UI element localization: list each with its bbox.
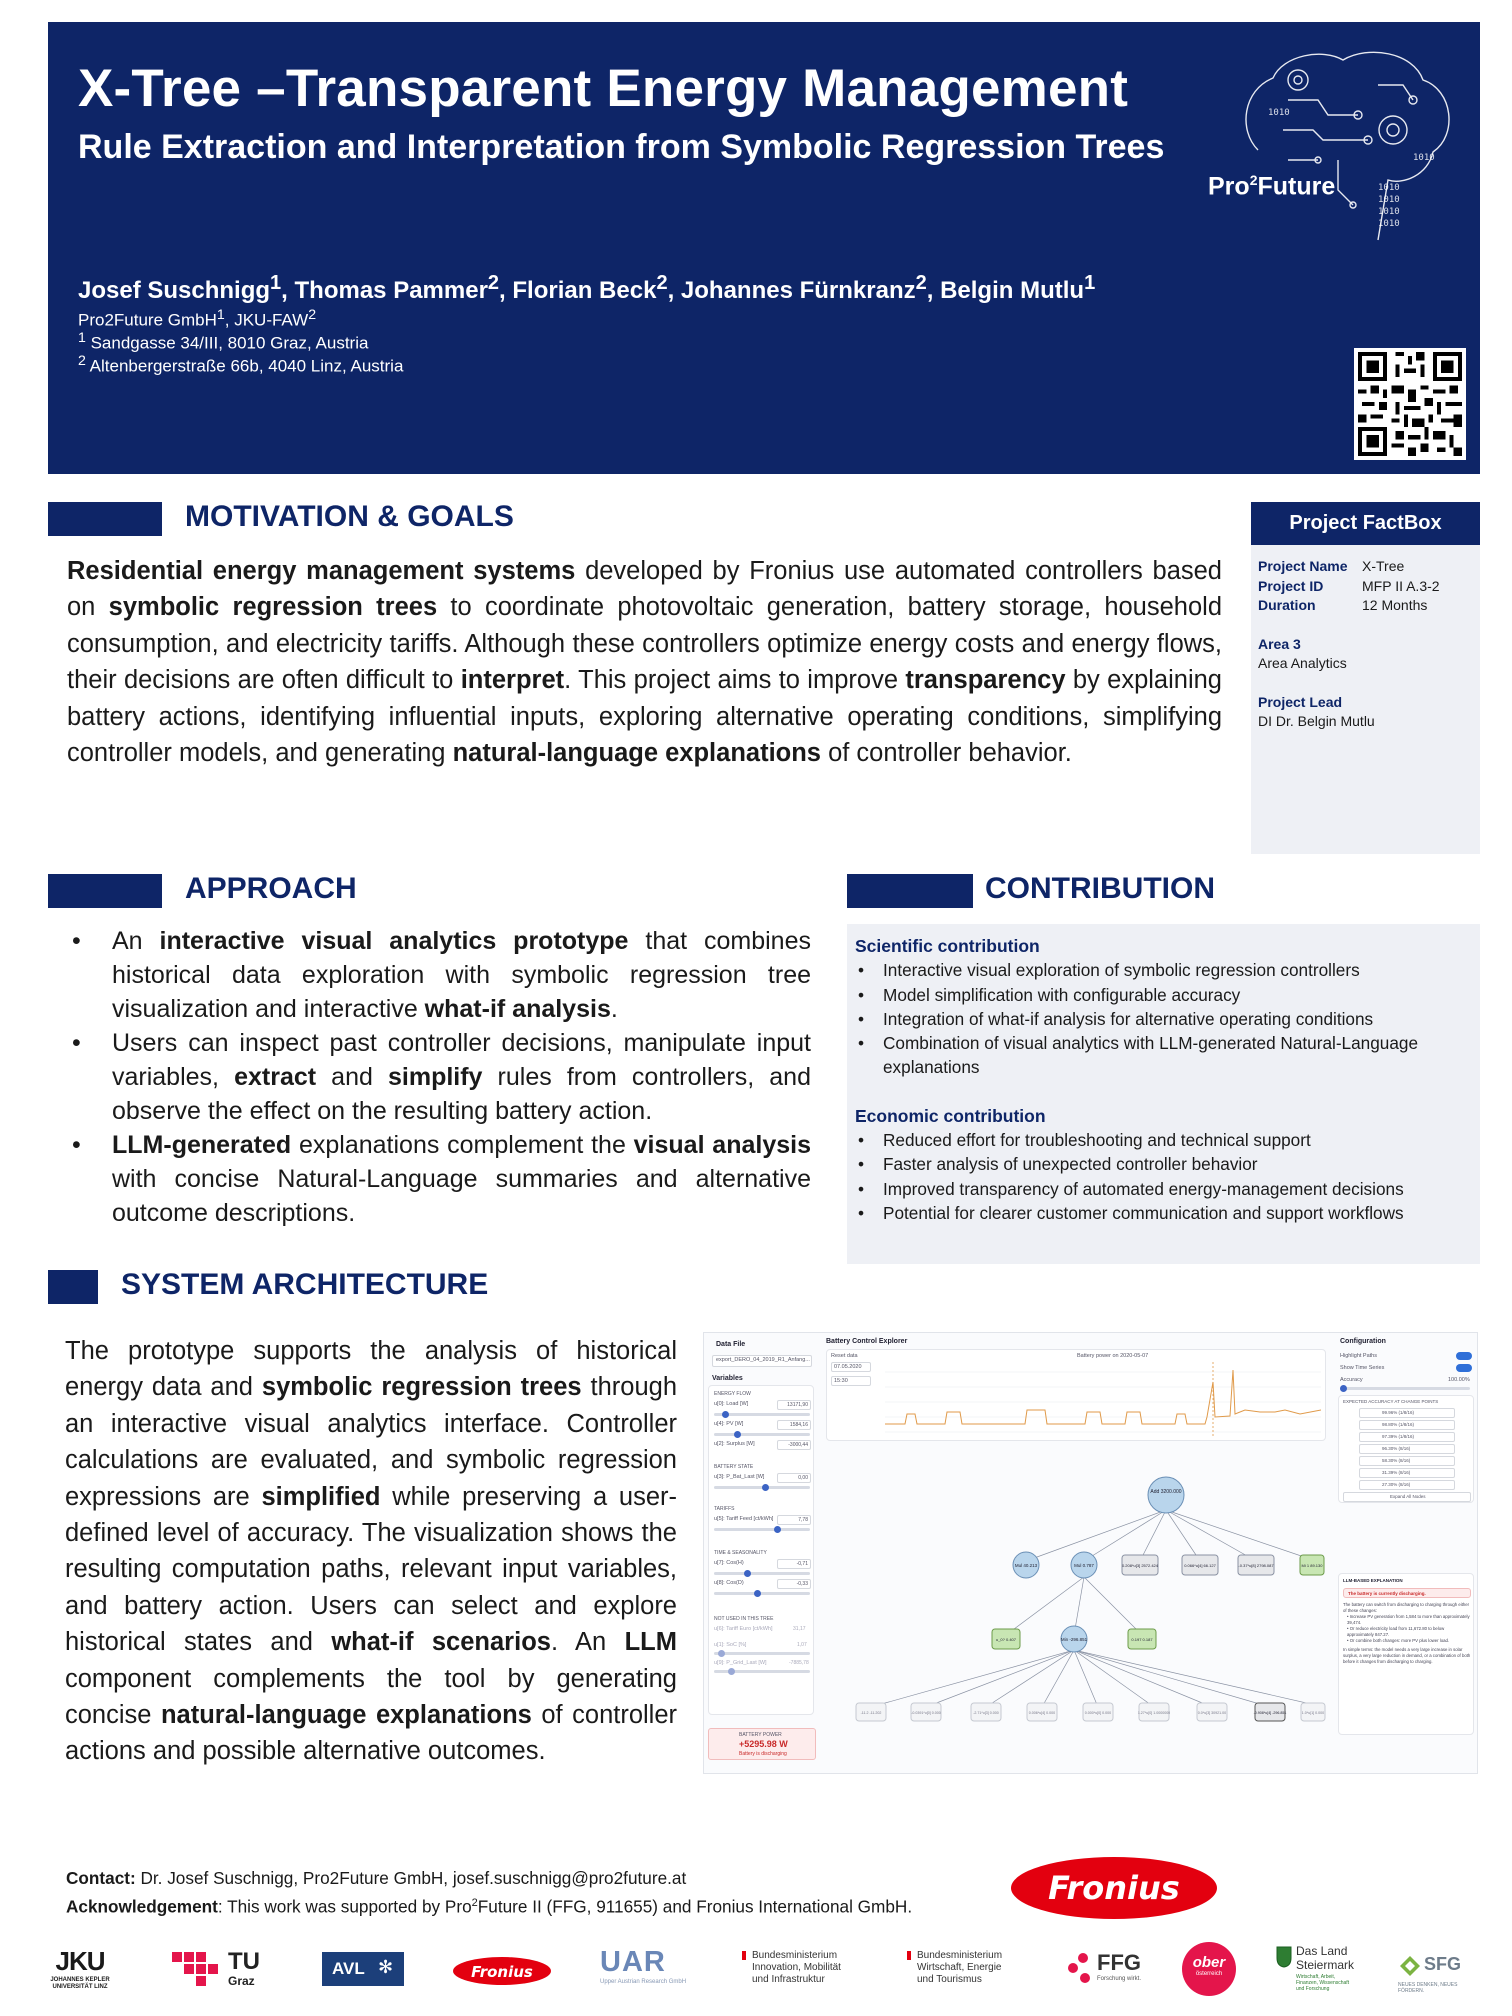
project-area: Area Analytics xyxy=(1258,655,1347,671)
svg-text:1010: 1010 xyxy=(1413,153,1435,163)
cos-h-input[interactable]: -0,71 xyxy=(777,1559,811,1569)
highlight-toggle[interactable] xyxy=(1456,1352,1472,1360)
qr-code[interactable] xyxy=(1354,348,1466,460)
battery-input[interactable]: 0,00 xyxy=(777,1473,811,1483)
svg-text:Fronius: Fronius xyxy=(471,1963,533,1981)
svg-text:Add 3200.000: Add 3200.000 xyxy=(1150,1489,1182,1495)
project-lead: DI Dr. Belgin Mutlu xyxy=(1258,713,1375,729)
section-bar xyxy=(48,502,162,536)
list-item: • Model simplification with configurable accuracy xyxy=(855,983,1472,1007)
svg-text:Mul 40.213: Mul 40.213 xyxy=(1014,1563,1038,1568)
oberoesterreich-logo: ober österreich xyxy=(1182,1942,1236,1996)
svg-text:u_0? 0.407: u_0? 0.407 xyxy=(995,1637,1017,1642)
battery-power-chart[interactable] xyxy=(885,1362,1321,1438)
svg-text:1.27*u[0] 1.0000000: 1.27*u[0] 1.0000000 xyxy=(1137,1711,1171,1715)
svg-text:1.0*u[1] 0.000: 1.0*u[1] 0.000 xyxy=(1301,1711,1325,1715)
tariff-slider[interactable] xyxy=(714,1528,810,1531)
list-item: • Potential for clearer customer communication and support workflows xyxy=(855,1201,1472,1225)
svg-text:1010: 1010 xyxy=(1378,183,1400,193)
svg-text:Fronius: Fronius xyxy=(1048,1869,1180,1907)
pro2future-logo: Pro$^2$Future xyxy=(1208,172,1336,201)
svg-text:-11.2 -11.202: -11.2 -11.202 xyxy=(860,1711,882,1715)
list-item: • Interactive visual exploration of symbolic regression controllers xyxy=(855,958,1472,982)
battery-power-card: BATTERY POWER +5295.98 W Battery is discharging xyxy=(708,1728,816,1760)
address-line-2: $^2$ Altenbergerstraße 66b, 4040 Linz, Austria xyxy=(78,353,404,376)
poster-title: X-Tree –Transparent Energy Management xyxy=(78,59,1129,118)
svg-text:-2.71*u[3] 0.000: -2.71*u[3] 0.000 xyxy=(973,1711,999,1715)
jku-logo: JKU JOHANNES KEPLER UNIVERSITÄT LINZ xyxy=(50,1946,110,1990)
list-item: • Reduced effort for troubleshooting and technical support xyxy=(855,1128,1472,1152)
list-item: • LLM-generated explanations complement the visual analysis with concise Natural-Language summaries and alternative outcome descriptions. xyxy=(66,1128,811,1230)
pv-slider[interactable] xyxy=(714,1433,810,1436)
approach-list xyxy=(66,924,811,1230)
cos-d-input[interactable]: -0,33 xyxy=(777,1579,811,1589)
uar-logo: UAR Upper Austrian Research GmbH xyxy=(600,1946,687,1985)
explorer-title: Battery Control Explorer xyxy=(826,1338,908,1345)
tu-graz-logo: TU Graz xyxy=(172,1948,282,1992)
svg-text:0.066*u[4] 66.127: 0.066*u[4] 66.127 xyxy=(1184,1563,1216,1568)
list-item: • Combination of visual analytics with LLM-generated Natural-Language explanations xyxy=(855,1031,1472,1080)
project-factbox: Project FactBox Project Name X-Tree Project ID MFP II A.3-2 Duration 12 Months Area 3 Area Analytics Project Lead DI Dr. Belgin Mutlu xyxy=(1251,502,1480,854)
bmwet-logo: Bundesministerium Wirtschaft, Energie und Tourismus xyxy=(907,1950,1027,1994)
svg-text:-0.37*u[8] 2798.087: -0.37*u[8] 2798.087 xyxy=(1238,1563,1274,1568)
timeseries-toggle[interactable] xyxy=(1456,1364,1472,1372)
symbolic-regression-tree[interactable] xyxy=(826,1445,1326,1773)
svg-text:1010: 1010 xyxy=(1378,219,1400,229)
project-name: X-Tree xyxy=(1362,558,1405,574)
svg-text:1010: 1010 xyxy=(1378,207,1400,217)
expand-all-button[interactable]: Expand All Nodes xyxy=(1343,1492,1471,1502)
svg-text:0.000*u[0] 0.000: 0.000*u[0] 0.000 xyxy=(1084,1711,1112,1715)
svg-text:0.006*u[4] 0.000: 0.006*u[4] 0.000 xyxy=(1028,1711,1056,1715)
scientific-heading: Scientific contribution xyxy=(855,936,1040,956)
section-bar xyxy=(847,874,973,908)
svg-text:0.208*u[3] 2572.424: 0.208*u[3] 2572.424 xyxy=(1121,1563,1159,1568)
ffg-logo: FFG Forschung wirkt. xyxy=(1063,1948,1153,1992)
list-item: • Faster analysis of unexpected controller behavior xyxy=(855,1152,1472,1176)
architecture-paragraph: The prototype supports the analysis of historical energy data and symbolic regression trees through an interactive visual analytics interface. Controller calculations are evaluated, and symbolic regression expressions are simplified while preserving a user-defined level of accuracy. The visualization shows the resulting computation paths, relevant input variables, and battery action. Users can select and explore historical states and what-if scenarios. An LLM component complements the tool by generating concise natural-language explanations of controller actions and possible alternative outcomes. xyxy=(65,1337,678,1766)
bmimi-logo: Bundesministerium Innovation, Mobilität und Infrastruktur xyxy=(742,1950,862,1994)
acknowledgement-line: Acknowledgement: This work was supported by Pro$^2$Future II (FFG, 911655) and Fronius International GmbH. xyxy=(66,1896,913,1917)
timeseries-panel: Reset data 07.05.2020 15:30 Battery power on 2020-05-07 xyxy=(826,1349,1326,1441)
file-select[interactable]: export_DERO_04_2019_R1_Anfang... xyxy=(712,1355,812,1367)
pv-input[interactable]: 1584,16 xyxy=(777,1420,811,1430)
list-item: • An interactive visual analytics prototype that combines historical data exploration with symbolic regression tree visualization and interactive what-if analysis. xyxy=(66,924,811,1026)
prototype-screenshot: Data File export_DERO_04_2019_R1_Anfang... Variables ENERGY FLOW u[0]: Load [W] 13171,90 u[4]: PV [W] 1584,16 u[2]: Surplus [W] -3000,44 BATTERY STATE u[3]: P_Bat_Last [W] 0,00 TARIFFS u[5]: Tariff Feed [ct/kWh] 7,78 TIME & SEASONALITY u[7]: Cos(H) -0,71 u[8]: Cos(D) -0,33 NOT USED IN THIS TREE u[6]: Tariff Euro [ct/kWh] 31,17 u[1]: SoC [%] 1,07 u[9]: P_Grid_Last [W] -7885,78 BATTERY POWER +5295.98 W Battery is discharging Battery Control Explorer Reset data 07.05.2020 15:30 Battery power on 2020-05-07 Add 3200.000 Mul 40.213 Mul 0.787 0.208*u[3] 2572.424 0.066*u[4] 66.127 -0.37*u[8] 2798.087 Mi 1 89.130 u_0? 0.407 Min -296.851 0.197 0.187 -11.2 -11.202 -0.0391*u[0] 0.000 -2.71*u[3] 0.000 0.006*u[4] 0.000 0.000*u[0] 0.000 1.27*u[0] 1.0000000 0.0*u[3] 30921.00 -0.908*u[4] -296.851 1.0*u[1] 0.000 Configuration Highlight Paths Show Time Series Accuracy 100.00% EXPECTED ACCURACY AT CHANGE POINTS 99.96% (1/8/16) 98.80% (1/8/16) 97.39% (1/8/16) 96.30% (8/16) 58.30% (8/16) 31.39% (8/16) 27.30% (8/16) Expand All Nodes LLM-BASED EXPLANATION The battery is currently discharging. The battery can switch from discharging to charging through either of these changes: • Increase PV generation from 1,584 to more than approximately 39,474. • Or reduce electricity load from 11,672.80 to below approximately 847.27. • Or combine both changes: more PV plus lower load. In simple terms: the model needs a very large increase in solar surplus, a very large reduction in demand, or a combination of both before it changes from discharging to charging. xyxy=(703,1332,1478,1774)
llm-explanation-panel: LLM-BASED EXPLANATION The battery is currently discharging. The battery can switch from discharging to charging through either of these changes: • Increase PV generation from 1,584 to more than approximately 39,474. • Or reduce electricity load from 11,672.80 to below approximately 847.27. • Or combine both changes: more PV plus lower load. In simple terms: the model needs a very large increase in solar surplus, a very large reduction in demand, or a combination of both before it changes from discharging to charging. xyxy=(1338,1573,1474,1735)
svg-text:1010: 1010 xyxy=(1268,108,1290,118)
svg-text:Mi 1 89.130: Mi 1 89.130 xyxy=(1301,1563,1323,1568)
economic-heading: Economic contribution xyxy=(855,1105,1046,1126)
svg-text:1010: 1010 xyxy=(1378,195,1400,205)
section-heading-contribution: CONTRIBUTION xyxy=(985,872,1215,905)
circuit-brain-icon xyxy=(1228,40,1468,250)
list-item: • Improved transparency of automated energy-management decisions xyxy=(855,1177,1472,1201)
variables-panel: Data File export_DERO_04_2019_R1_Anfang... Variables ENERGY FLOW u[0]: Load [W] 13171,90 u[4]: PV [W] 1584,16 u[2]: Surplus [W] -3000,44 BATTERY STATE u[3]: P_Bat_Last [W] 0,00 TARIFFS u[5]: Tariff Feed [ct/kWh] 7,78 TIME & SEASONALITY u[7]: Cos(H) -0,71 u[8]: Cos(D) -0,33 NOT USED IN THIS TREE u[6]: Tariff Euro [ct/kWh] 31,17 u[1]: SoC [%] 1,07 u[9]: P_Grid_Last [W] -7885,78 BATTERY POWER +5295.98 W Battery is discharging xyxy=(706,1335,818,1773)
svg-text:Min -296.851: Min -296.851 xyxy=(1060,1637,1088,1642)
time-input[interactable]: 15:30 xyxy=(831,1376,871,1386)
avl-logo: AVL ✻ xyxy=(322,1952,404,1986)
motivation-paragraph: Residential energy management systems developed by Fronius use automated controllers based on symbolic regression trees to coordinate photovoltaic generation, battery storage, household consumption, and electricity tariffs. Although these controllers optimize energy costs and energy flows, their decisions are often difficult to interpret. This project aims to improve transparency by explaining battery actions, identifying influential inputs, exploring alternative operating conditions, simplifying controller models, and generating natural-language explanations of controller behavior. xyxy=(67,557,1223,768)
cos-h-slider[interactable] xyxy=(714,1572,810,1575)
cos-d-slider[interactable] xyxy=(714,1592,810,1595)
svg-text:0.0*u[3] 30921.00: 0.0*u[3] 30921.00 xyxy=(1197,1711,1227,1715)
section-bar xyxy=(48,874,162,908)
section-heading-approach: APPROACH xyxy=(185,872,357,905)
accuracy-slider[interactable] xyxy=(1340,1387,1470,1390)
surplus-input[interactable]: -3000,44 xyxy=(777,1440,811,1450)
snowflake-icon: ✻ xyxy=(378,1957,394,1977)
date-input[interactable]: 07.05.2020 xyxy=(831,1362,871,1372)
svg-text:-0.908*u[4] -296.851: -0.908*u[4] -296.851 xyxy=(1253,1711,1287,1715)
sfg-logo: SFG NEUES DENKEN, NEUES FÖRDERN. xyxy=(1398,1954,1462,1994)
poster-subtitle: Rule Extraction and Interpretation from Symbolic Regression Trees xyxy=(78,128,1165,166)
section-heading-motivation: MOTIVATION & GOALS xyxy=(185,500,514,533)
load-input[interactable]: 13171,90 xyxy=(777,1400,811,1410)
svg-text:-0.0391*u[0] 0.000: -0.0391*u[0] 0.000 xyxy=(911,1711,941,1715)
steiermark-logo: Das Land Steiermark Wirtschaft, Arbeit, Finanzen, Wissenschaft und Forschung xyxy=(1276,1944,1358,1994)
config-title: Configuration xyxy=(1340,1338,1386,1345)
list-item: • Integration of what-if analysis for alternative operating conditions xyxy=(855,1007,1472,1031)
affiliation-line: Pro2Future GmbH$^1$, JKU-FAW$^2$ xyxy=(78,307,317,330)
svg-text:0.197 0.187: 0.197 0.187 xyxy=(1131,1637,1153,1642)
list-item: • Users can inspect past controller decisions, manipulate input variables, extract and simplify rules from controllers, and observe the effect on the resulting battery action. xyxy=(66,1026,811,1128)
project-id: MFP II A.3-2 xyxy=(1362,577,1440,594)
section-bar xyxy=(48,1270,98,1304)
author-list: Josef Suschnigg$^1$, Thomas Pammer$^2$, Florian Beck$^2$, Johannes Fürnkranz$^2$, Belgin Mutlu$^1$ xyxy=(78,272,1096,304)
project-duration: 12 Months xyxy=(1362,597,1428,613)
battery-slider[interactable] xyxy=(714,1486,810,1489)
contribution-box xyxy=(847,924,1480,1264)
root-node xyxy=(1148,1477,1184,1513)
address-line-1: $^1$ Sandgasse 34/III, 8010 Graz, Austria xyxy=(78,330,369,353)
fronius-small-logo xyxy=(452,1956,552,1986)
svg-text:Mul 0.787: Mul 0.787 xyxy=(1074,1563,1094,1568)
factbox-heading: Project FactBox xyxy=(1251,502,1480,545)
poster-header xyxy=(48,22,1480,474)
contact-line: Contact: Dr. Josef Suschnigg, Pro2Future GmbH, josef.suschnigg@pro2future.at xyxy=(66,1868,687,1888)
section-heading-architecture: SYSTEM ARCHITECTURE xyxy=(121,1268,489,1301)
fronius-logo xyxy=(1009,1855,1219,1921)
tariff-input[interactable]: 7,78 xyxy=(777,1515,811,1525)
load-slider[interactable] xyxy=(714,1413,810,1416)
